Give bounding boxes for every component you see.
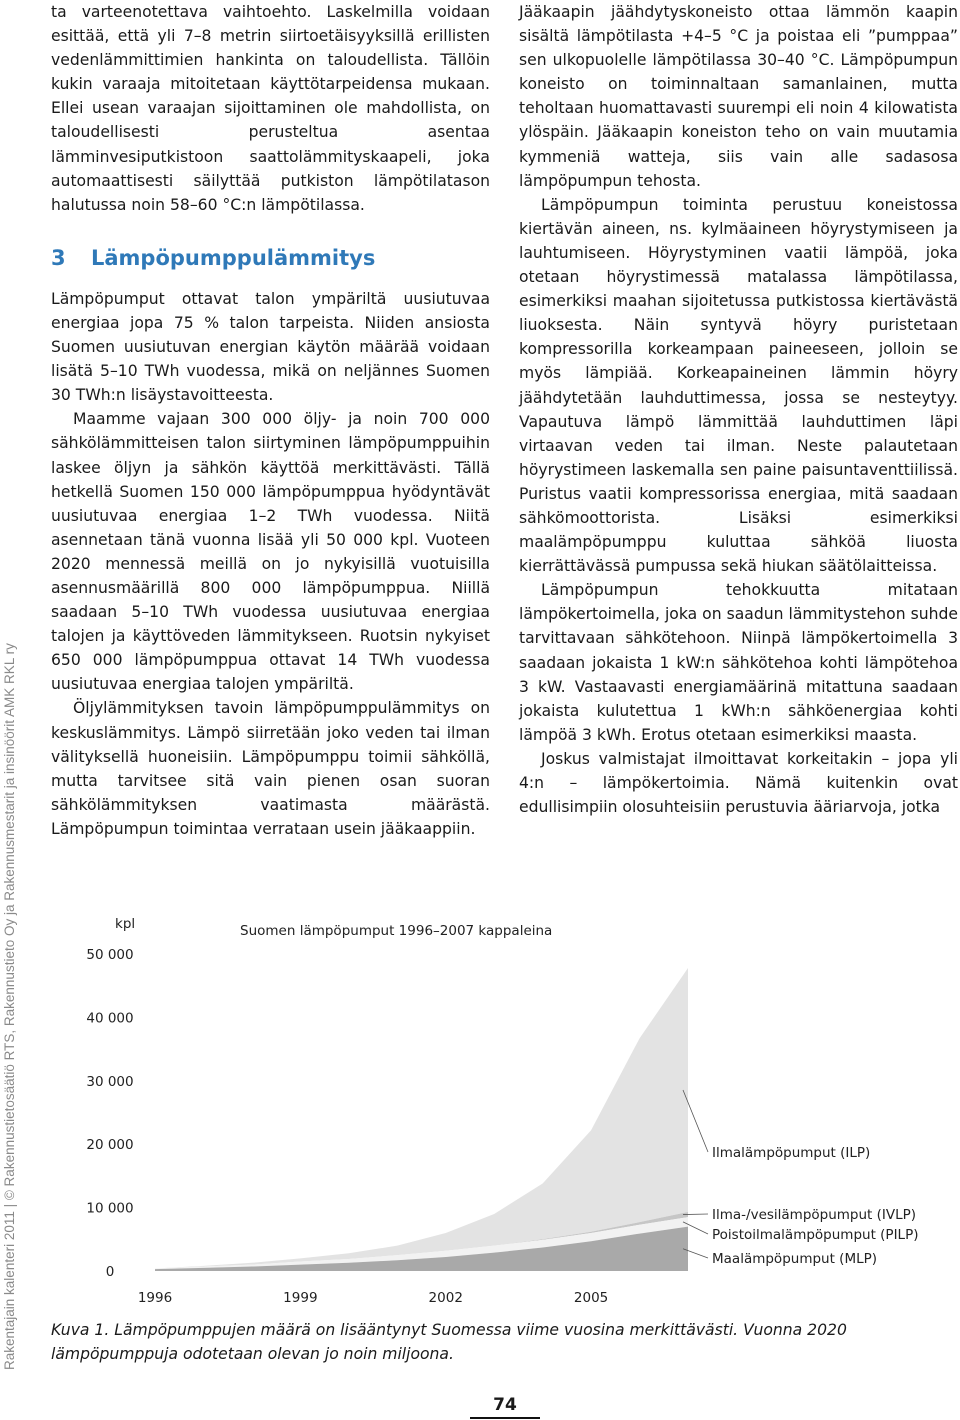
right-column (519, 0, 958, 819)
paragraph: Joskus valmistajat ilmoittavat korkeitakin – jopa yli 4:n – lämpökertoimia. Nämä kuitenkin ovat edullisimpiin olosuhteisiin perustuvia ääriarvoja, jotka (519, 749, 958, 817)
section-heading (51, 245, 490, 271)
chart-title: Suomen lämpöpumput 1996–2007 kappaleina (240, 923, 553, 939)
y-tick-label: 50 000 (86, 947, 134, 963)
y-axis-label: kpl (115, 916, 136, 932)
section-number: 3 (51, 245, 66, 270)
figure-caption: Kuva 1. Lämpöpumppujen määrä on lisääntynyt Suomessa viime vuosina merkittävästi. Vuonna 2020 lämpöpumppuja odotetaan olevan jo noin miljoona. (51, 1321, 847, 1363)
paragraph: Maamme vajaan 300 000 öljy- ja noin 700 000 sähkölämmitteisen talon siirtyminen lämpöpumppuihin laskee öljyn ja sähkön käyttöä merkittävästi. Tällä hetkellä Suomen 150 000 lämpöpumppua hyödyntävät uusiutuvaa energiaa 1–2 TWh vuodessa. Niitä asennetaan tänä vuonna lisää yli 50 000 kpl. Vuoteen 2020 mennessä meillä on jo nykyisillä vuotuisilla asennusmäärillä 800 000 lämpöpumppua. Niillä saadaan 5–10 TWh vuodessa uusiutuvaa energiaa talojen ja käyttöveden lämmitykseen. Ruotsin nykyiset 650 000 lämpöpumppua ottavat 14 TWh vuodessa uusiutuvaa energiaa talojen ympäriltä. (51, 410, 490, 694)
paragraph: Öljylämmityksen tavoin lämpöpumppulämmitys on keskuslämmitys. Lämpö siirretään joko veden tai ilman välityksellä huoneisiin. Lämpöpumppu toimii sähköllä, mutta tarvitsee sitä vain pienen osan suoran sähkölämmityksen vaatimasta määrästä. Lämpöpumpun toimintaa verrataan usein jääkaappiin. (51, 699, 490, 838)
section-title: Lämpöpumppulämmitys (91, 245, 376, 270)
heat-pump-chart (60, 905, 960, 1306)
paragraph: Jääkaapin jäähdytyskoneisto ottaa lämmön kaapin sisältä lämpötilasta +4–5 °C ja poistaa eli ”pumppaa” sen ulkopuolelle lämpötilassa 30–40 °C. Lämpöpumpun koneisto on toiminnaltaan samanlainen, mutta teholtaan huomattavasti suurempi eli noin 4 kilowatista ylöspäin. Jääkaapin koneiston teho on vain muutamia kymmeniä watteja, siis vain alle sadasosa lämpöpumpun tehosta. (519, 3, 958, 190)
legend-label: Ilmalämpöpumput (ILP) (712, 1145, 871, 1161)
paragraph: Lämpöpumput ottavat talon ympäriltä uusiutuvaa energiaa jopa 75 % talon tarpeista. Niiden ansiosta Suomen uusiutuvan energian käytön määrää voidaan lisätä 5–10 TWh vuodessa, mikä on neljännes Suomen 30 TWh:n lisäystavoitteesta. (51, 289, 490, 405)
y-tick-label: 30 000 (86, 1073, 134, 1090)
chart-canvas (60, 905, 960, 1315)
x-tick-label: 1996 (137, 1290, 173, 1306)
y-tick-label: 10 000 (86, 1200, 134, 1217)
paragraph: Lämpöpumpun tehokkuutta mitataan lämpökertoimella, joka on saadun lämmitystehon suhde tarvittavaan sähkötehoon. Niinpä lämpökertoimella 3 saadaan jokaista 1 kW:n sähkötehoa kohti lämpötehoa 3 kW. Vastaavasti energiamäärinä mitattuna saadaan jokaista kulutettua 1 kWh:n sähköenergiaa kohti lämpöä 3 kWh. Erotus otetaan esimerkiksi maasta. (519, 581, 958, 744)
page-number: 74 (470, 1395, 540, 1419)
legend-label: Maalämpöpumput (MLP) (712, 1251, 878, 1267)
left-column (51, 0, 490, 841)
side-credit: Rakentajain kalenteri 2011 | © Rakennustietosäätiö RTS, Rakennustieto Oy ja Rakennusmestarit ja insinöörit AMK RKL ry (2, 643, 17, 1370)
legend-label: Ilma-/vesilämpöpumput (IVLP) (712, 1207, 917, 1223)
series-area-3 (155, 968, 688, 1269)
paragraph: Lämpöpumpun toiminta perustuu koneistossa kiertävän aineen, ns. kylmäaineen höyrystymiseen ja lauhtumiseen. Höyrystyminen vaatii lämpöä, joka otetaan höyrystimessä matalassa lämpötilassa, esimerkiksi maahan sijoitetussa putkistossa kiertävästä liuoksesta. Näin syntyvä höyry puristetaan kompressorilla korkeampaan paineeseen, jolloin se myös lämpiää. Korkeapaineinen lämmin höyry jäähdytetään lauhduttimessa, jossa se nesteytyy. Vapautuva lämpö lämmittää lauhduttimen läpi virtaavan veden tai ilman. Neste palautetaan höyrystimeen laskemalla sen paine paisuntaventtiilissä. Puristus vaatii kompressorissa energiaa, mitä saadaan sähkömoottorista. Lisäksi esimerkiksi maalämpöpumppu kuluttaa sähköä liuosta kierrättävässä pumpussa sekä hiukan säätölaitteissa. (519, 195, 958, 576)
x-tick-label: 1999 (283, 1290, 318, 1306)
x-tick-label: 2002 (428, 1290, 463, 1306)
paragraph: ta varteenotettava vaihtoehto. Laskelmilla voidaan esittää, että yli 7–8 metrin siirtoetäisyyksillä erillisten vedenlämmittimien hankinta on taloudellista. Tällöin kukin varaaja mitoitetaan käyttötarpeidensa mukaan. Ellei usean varaajan sijoittaminen ole mahdollista, on taloudellisesti perusteltua asentaa lämminvesiputkistoon saattolämmityskaapeli, joka automaattisesti säilyttää putkiston lämpötilatason halutussa noin 58–60 °C:n lämpötilassa. (51, 3, 490, 214)
y-tick-label: 40 000 (86, 1010, 134, 1027)
legend-label: Poistoilmalämpöpumput (PILP) (712, 1227, 919, 1243)
y-tick-label: 0 (105, 1264, 115, 1280)
x-tick-label: 2005 (573, 1290, 609, 1306)
y-tick-label: 20 000 (86, 1137, 134, 1154)
